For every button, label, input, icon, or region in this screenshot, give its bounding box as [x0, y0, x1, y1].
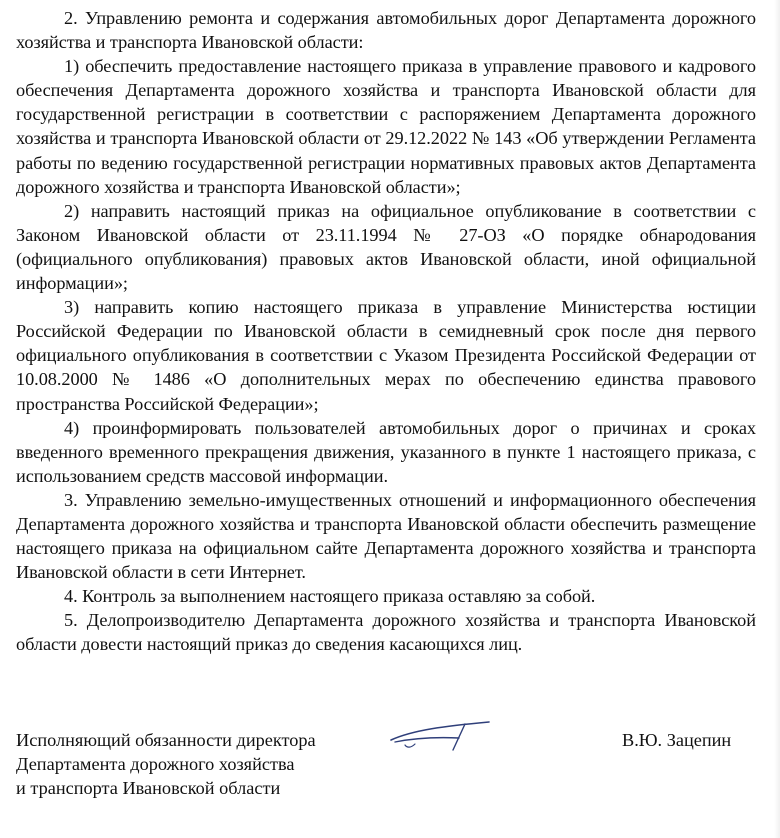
paragraph-2-1: 1) обеспечить предоставление настоящего приказа в управление правового и кадрового обеспечения Департамента дорожного хозяйства и транспорта Ивановской области для государственной регистрации в соответствии с распоряжением Департамента дорожного хозяйства и транспорта Ивановской области от 29.12.2022 № 143 «Об утверждении Регламента работы по ведению государственной регистрации нормативных правовых актов Департамента дорожного хозяйства и транспорта Ивановской области»;: [16, 56, 756, 197]
paragraph-3: 3. Управлению земельно-имущественных отношений и информационного обеспечения Департамента дорожного хозяйства и транспорта Ивановской области обеспечить размещение настоящего приказа на официальном сайте Департамента дорожного хозяйства и транспорта Ивановской области в сети Интернет.: [16, 489, 756, 583]
paragraph-4: 4. Контроль за выполнением настоящего приказа оставляю за собой.: [64, 586, 596, 607]
signatory-position-line: Департамента дорожного хозяйства: [16, 754, 295, 774]
paragraph-5: 5. Делопроизводителю Департамента дорожного хозяйства и транспорта Ивановской области довести настоящий приказ до сведения касающихся лиц.: [16, 610, 756, 655]
paragraph-2-2: 2) направить настоящий приказ на официальное опубликование в соответствии с Законом Ивановской области от 23.11.1994 № 27-ОЗ «О порядке обнародования (официального опубликования) правовых актов Ивановской области, иной официальной информации»;: [16, 200, 756, 294]
document-body: [16, 6, 756, 657]
signatory-position: [16, 728, 316, 800]
signatory-position-line: Исполняющий обязанности директора: [16, 730, 316, 750]
paragraph-2-4: 4) проинформировать пользователей автомобильных дорог о причинах и сроках введенного временного прекращения движения, указанного в пункте 1 настоящего приказа, с использованием средств массовой информации.: [16, 417, 756, 486]
signature-block: [0, 728, 780, 808]
scan-edge-shadow: [774, 0, 780, 838]
paragraph-2-3: 3) направить копию настоящего приказа в управление Министерства юстиции Российской Федерации по Ивановской области в семидневный срок после дня первого официального опубликования в соответствии с Указом Президента Российской Федерации от 10.08.2000 № 1486 «О дополнительных мерах по обеспечению единства правового пространства Российской Федерации»;: [16, 297, 756, 414]
signatory-position-line: и транспорта Ивановской области: [16, 778, 281, 798]
signatory-name: В.Ю. Зацепин: [622, 730, 732, 750]
paragraph-2: 2. Управлению ремонта и содержания автомобильных дорог Департамента дорожного хозяйства и транспорта Ивановской области:: [16, 8, 756, 53]
handwritten-signature-mark: [385, 718, 505, 758]
